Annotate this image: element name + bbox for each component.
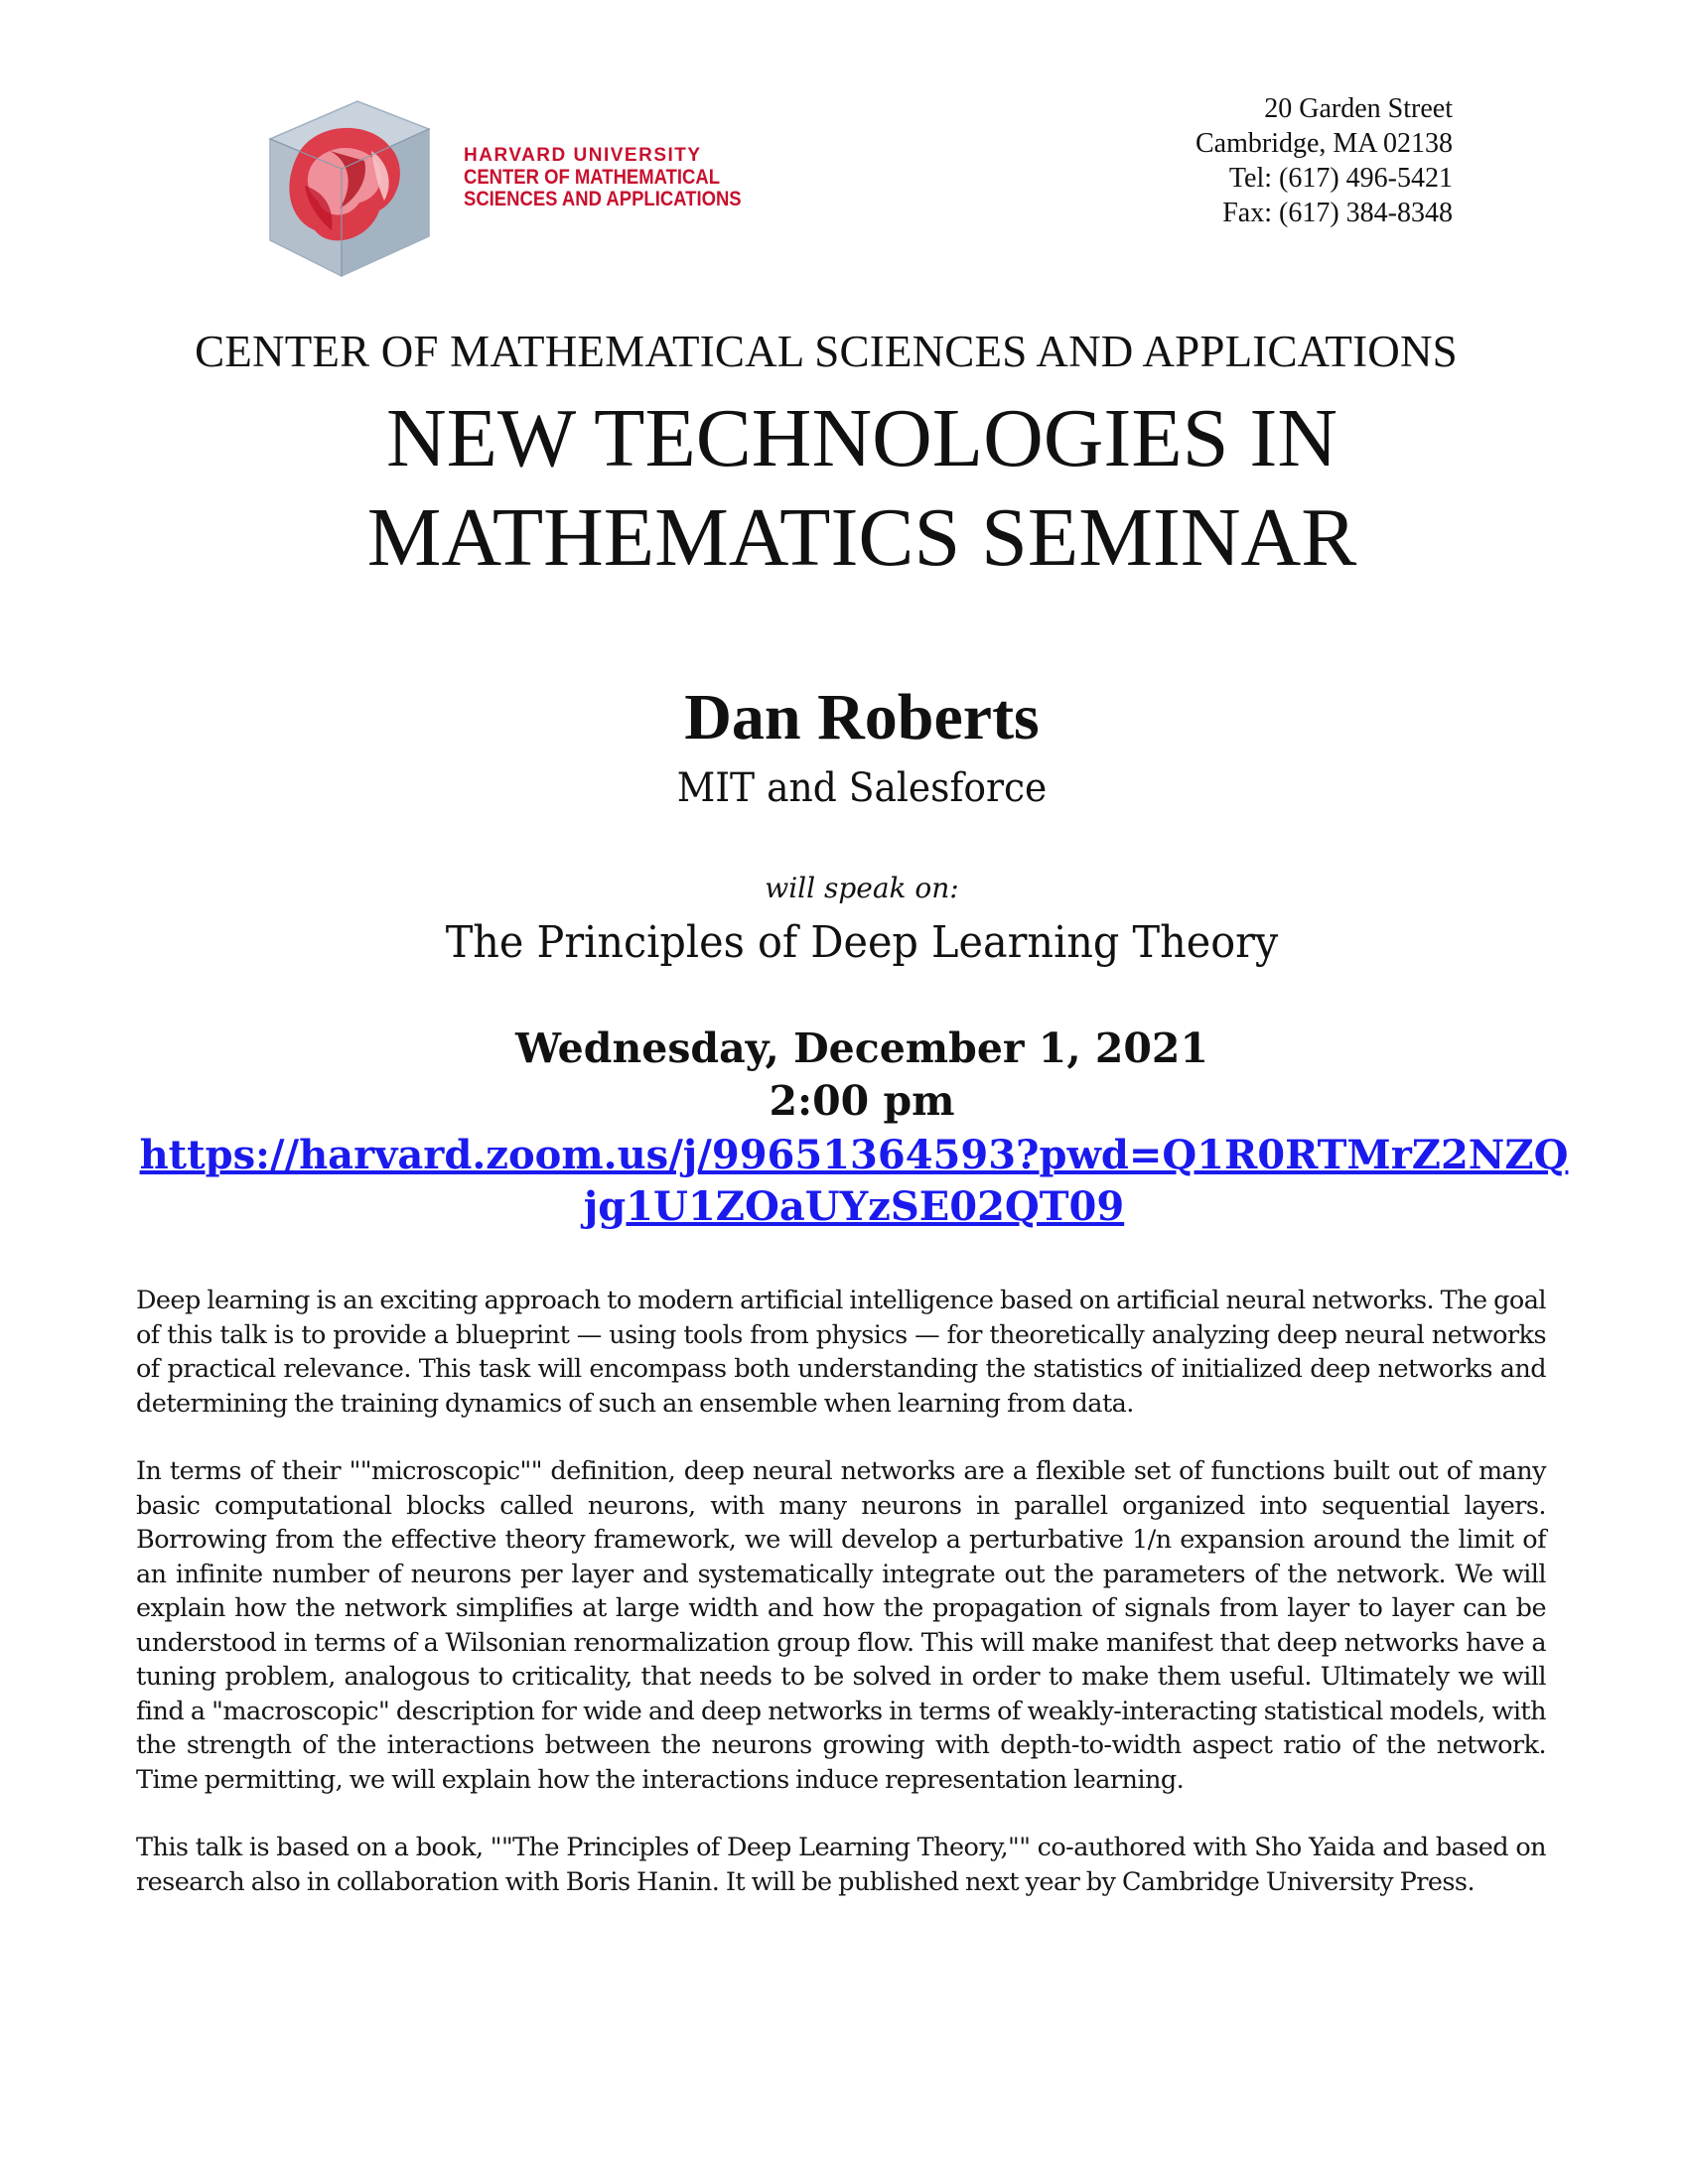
abstract-paragraph: In terms of their ""microscopic"" definition, deep neural networks are a flexible set of functions built out of many basic computational blocks called neurons, with many neurons in parallel organized into sequential layers. Borrowing from the effective theory framework, we will develop a perturbative 1/n expansion around the limit of an infinite number of neurons per layer and systematically integrate out the parameters of the network. We will explain how the network simplifies at large width and how the propagation of signals from layer to layer can be understood in terms of a Wilsonian renormalization group flow. This will make manifest that deep networks have a tuning problem, analogous to criticality, that needs to be solved in order to make them useful. Ultimately we will find a "macroscopic" description for wide and deep networks in terms of weakly-interacting statistical models, with the strength of the interactions between the neurons growing with depth-to-width aspect ratio of the network. Time permitting, we will explain how the interactions induce representation learning. <box>136 1456 1546 1795</box>
address-street: 20 Garden Street <box>1264 93 1453 124</box>
seminar-title <box>18 389 1688 588</box>
seminar-title-line2: MATHEMATICS SEMINAR <box>366 491 1357 584</box>
zoom-meeting-link[interactable]: https://harvard.zoom.us/j/99651364593?pwd=Q1R0RTMrZ2NZQjg1U1ZOaUYzSE02QT09 <box>139 1132 1569 1230</box>
cube-sculpture-icon <box>260 91 439 278</box>
address-city: Cambridge, MA 02138 <box>1196 128 1453 159</box>
logo-wordmark <box>464 146 779 211</box>
talk-date: Wednesday, December 1, 2021 <box>514 1024 1208 1072</box>
address-tel: Tel: (617) 496-5421 <box>1228 163 1453 194</box>
logo-line-sciences: SCIENCES AND APPLICATIONS <box>464 188 742 211</box>
talk-time: 2:00 pm <box>769 1077 955 1125</box>
abstract-paragraph: This talk is based on a book, ""The Principles of Deep Learning Theory,"" co-authored with Sho Yaida and based on research also in collaboration with Boris Hanin. It will be published next year by Cambridge University Press. <box>136 1833 1546 1897</box>
logo-line-center: CENTER OF MATHEMATICAL <box>464 165 721 189</box>
talk-intro: will speak on: <box>765 872 959 904</box>
abstract-paragraph: Deep learning is an exciting approach to modern artificial intelligence based on artificial neural networks. The goal of this talk is to provide a blueprint — using tools from physics — for theoretically analyzing deep neural networks of practical relevance. This task will encompass both understanding the statistics of initialized deep networks and determining the training dynamics of such an ensemble when learning from data. <box>136 1286 1546 1419</box>
cmsa-logo <box>260 91 742 278</box>
speaker-affiliation: MIT and Salesforce <box>676 765 1048 811</box>
organization-name: CENTER OF MATHEMATICAL SCIENCES AND APPLICATIONS <box>195 327 1458 376</box>
abstract <box>136 1284 1546 1933</box>
speaker-name: Dan Roberts <box>684 681 1040 753</box>
contact-address <box>1196 91 1453 230</box>
address-fax: Fax: (617) 384-8348 <box>1222 198 1453 228</box>
seminar-title-line1: NEW TECHNOLOGIES IN <box>385 392 1338 484</box>
logo-line-university: HARVARD UNIVERSITY <box>464 145 702 166</box>
talk-title: The Principles of Deep Learning Theory <box>445 917 1279 968</box>
